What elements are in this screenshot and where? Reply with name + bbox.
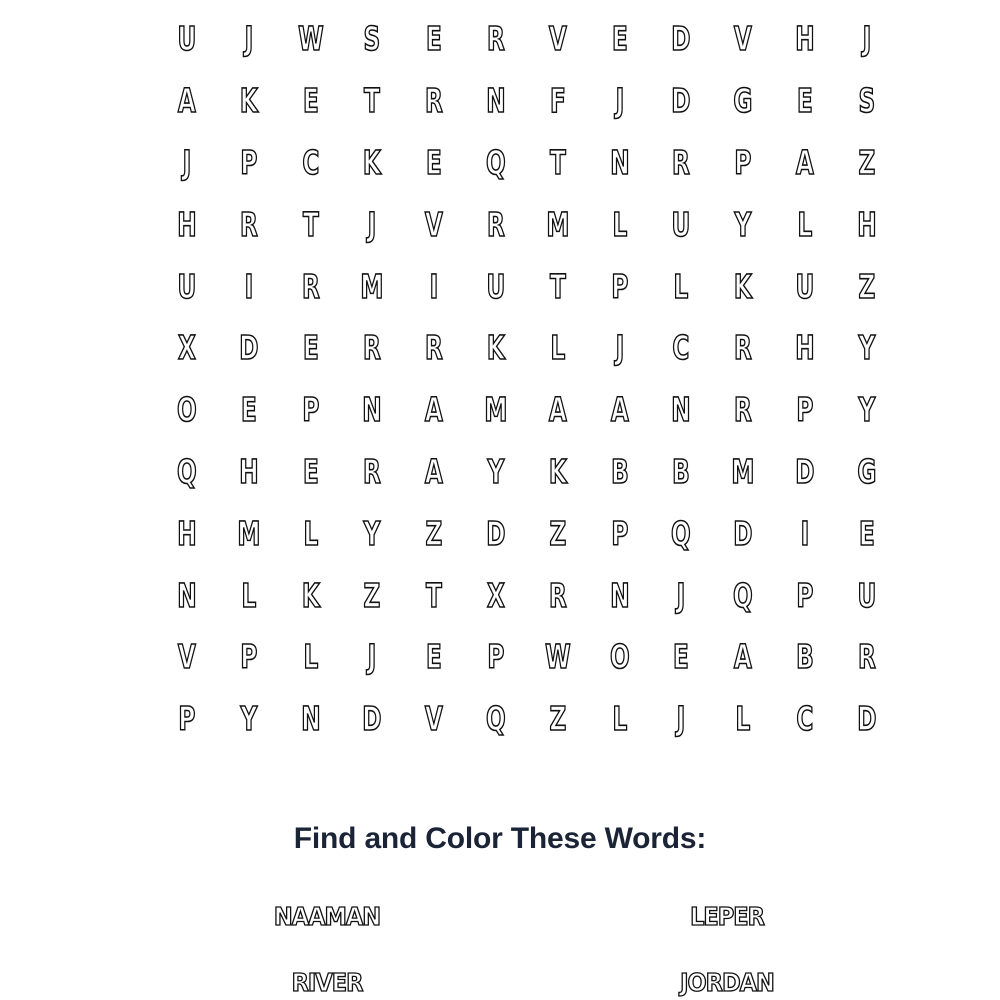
grid-cell[interactable]: Z: [549, 699, 567, 739]
grid-cell[interactable]: E: [611, 19, 628, 59]
grid-cell[interactable]: M: [731, 451, 755, 491]
grid-cell[interactable]: R: [857, 637, 876, 677]
grid-cell[interactable]: S: [363, 19, 381, 59]
word-item: LEPER: [690, 902, 764, 931]
grid-cell[interactable]: D: [733, 513, 753, 553]
grid-cell[interactable]: R: [239, 204, 258, 244]
grid-cell[interactable]: E: [426, 637, 443, 677]
grid-cell[interactable]: B: [672, 451, 691, 491]
grid-cell[interactable]: Y: [240, 699, 258, 739]
grid-cell[interactable]: D: [671, 19, 691, 59]
grid-cell[interactable]: V: [425, 699, 444, 739]
grid-cell[interactable]: R: [486, 19, 505, 59]
grid-cell[interactable]: D: [795, 451, 815, 491]
grid-cell[interactable]: T: [426, 575, 442, 615]
grid-cell[interactable]: H: [239, 451, 259, 491]
grid-cell[interactable]: K: [239, 81, 258, 121]
grid-cell[interactable]: L: [673, 266, 689, 306]
grid-cell[interactable]: R: [734, 390, 752, 430]
grid-cell[interactable]: R: [363, 328, 382, 368]
grid-cell[interactable]: M: [546, 204, 570, 244]
grid-cell[interactable]: E: [673, 637, 690, 677]
grid-cell[interactable]: H: [795, 19, 815, 59]
grid-cell[interactable]: E: [426, 142, 443, 182]
grid-cell[interactable]: Q: [733, 575, 753, 615]
grid-cell[interactable]: V: [734, 19, 753, 59]
grid-cell[interactable]: A: [610, 390, 629, 430]
grid-cell[interactable]: P: [178, 699, 196, 739]
grid-cell[interactable]: S: [858, 81, 876, 121]
grid-cell[interactable]: U: [177, 266, 197, 306]
grid-cell[interactable]: Y: [363, 513, 381, 553]
grid-cell[interactable]: N: [486, 81, 506, 121]
grid-cell[interactable]: M: [237, 513, 261, 553]
grid-cell[interactable]: Y: [487, 451, 505, 491]
grid-cell[interactable]: A: [795, 142, 814, 182]
grid-cell[interactable]: T: [549, 142, 566, 182]
grid-cell[interactable]: J: [615, 328, 624, 368]
grid-cell[interactable]: J: [182, 142, 192, 182]
grid-cell[interactable]: J: [676, 699, 686, 739]
grid-cell[interactable]: Z: [858, 142, 876, 182]
grid-cell[interactable]: U: [486, 266, 506, 306]
grid-cell[interactable]: H: [177, 513, 197, 553]
grid-cell[interactable]: H: [795, 328, 815, 368]
grid-cell[interactable]: O: [177, 390, 197, 430]
grid-cell[interactable]: J: [862, 19, 871, 59]
grid-cell[interactable]: E: [426, 19, 443, 59]
grid-cell[interactable]: R: [548, 575, 567, 615]
grid-cell[interactable]: E: [240, 390, 257, 430]
grid-cell[interactable]: K: [363, 142, 382, 182]
grid-cell[interactable]: J: [367, 204, 377, 244]
grid-cell[interactable]: L: [550, 328, 566, 368]
grid-cell[interactable]: E: [796, 81, 813, 121]
grid-cell[interactable]: U: [857, 575, 877, 615]
grid-cell[interactable]: T: [302, 204, 319, 244]
grid-cell[interactable]: N: [609, 575, 630, 615]
grid-cell[interactable]: J: [676, 575, 686, 615]
grid-cell[interactable]: I: [244, 266, 254, 306]
grid-cell[interactable]: L: [735, 699, 751, 739]
word-list-heading: Find and Color These Words:: [293, 822, 707, 855]
grid-cell[interactable]: K: [301, 575, 320, 615]
grid-cell[interactable]: Z: [425, 513, 443, 553]
grid-cell[interactable]: L: [303, 637, 318, 677]
grid-cell[interactable]: D: [362, 699, 382, 739]
word-list: [0, 896, 1000, 1000]
grid-cell[interactable]: R: [425, 328, 444, 368]
word-item: RIVER: [291, 968, 363, 997]
grid-cell[interactable]: C: [301, 142, 319, 182]
grid-cell[interactable]: J: [615, 81, 624, 121]
grid-cell[interactable]: R: [363, 451, 382, 491]
grid-cell[interactable]: K: [734, 266, 753, 306]
grid-cell[interactable]: M: [484, 390, 508, 430]
grid-cell[interactable]: C: [672, 328, 690, 368]
grid-cell[interactable]: E: [302, 328, 319, 368]
grid-cell[interactable]: I: [800, 513, 810, 553]
grid-cell[interactable]: N: [362, 390, 382, 430]
grid-cell[interactable]: N: [609, 142, 630, 182]
grid-cell[interactable]: Z: [858, 266, 876, 306]
grid-cell[interactable]: O: [609, 637, 630, 677]
grid-cell[interactable]: D: [486, 513, 506, 553]
grid-cell[interactable]: N: [177, 575, 197, 615]
grid-cell[interactable]: A: [425, 390, 444, 430]
grid-cell[interactable]: V: [425, 204, 444, 244]
grid-cell[interactable]: V: [177, 637, 196, 677]
grid-cell[interactable]: P: [610, 266, 628, 306]
grid-cell[interactable]: Y: [858, 328, 876, 368]
grid-cell[interactable]: J: [244, 19, 254, 59]
grid-cell[interactable]: H: [856, 204, 877, 244]
grid-cell[interactable]: Y: [734, 204, 752, 244]
grid-cell[interactable]: L: [303, 513, 318, 553]
grid-cell[interactable]: L: [797, 204, 813, 244]
grid-cell[interactable]: E: [302, 451, 319, 491]
grid-cell[interactable]: C: [796, 699, 814, 739]
grid-cell[interactable]: V: [548, 19, 567, 59]
grid-cell[interactable]: D: [671, 81, 691, 121]
grid-cell[interactable]: K: [486, 328, 505, 368]
word-item: NAAMAN: [273, 902, 381, 931]
grid-cell[interactable]: T: [364, 81, 381, 121]
grid-cell[interactable]: B: [796, 637, 814, 677]
grid-cell[interactable]: P: [796, 390, 814, 430]
grid-cell[interactable]: U: [671, 204, 691, 244]
grid-cell[interactable]: I: [429, 266, 439, 306]
grid-cell[interactable]: N: [671, 390, 691, 430]
grid-cell[interactable]: P: [240, 142, 258, 182]
grid-cell[interactable]: Q: [177, 451, 197, 491]
grid-cell[interactable]: W: [544, 637, 571, 677]
grid-cell[interactable]: P: [610, 513, 628, 553]
grid-cell[interactable]: R: [301, 266, 320, 306]
grid-cell[interactable]: X: [177, 328, 196, 368]
grid-cell[interactable]: P: [302, 390, 319, 430]
grid-cell[interactable]: Z: [549, 513, 567, 553]
grid-cell[interactable]: D: [239, 328, 259, 368]
grid-cell[interactable]: L: [241, 575, 257, 615]
grid-cell[interactable]: U: [177, 19, 197, 59]
grid-cell[interactable]: G: [857, 451, 877, 491]
grid-cell[interactable]: H: [177, 204, 197, 244]
grid-cell[interactable]: N: [300, 699, 321, 739]
grid-cell[interactable]: X: [486, 575, 505, 615]
grid-cell[interactable]: L: [612, 204, 627, 244]
grid-cell[interactable]: M: [360, 266, 384, 306]
grid-cell[interactable]: P: [240, 637, 258, 677]
grid-cell[interactable]: A: [177, 81, 196, 121]
grid-cell[interactable]: A: [734, 637, 753, 677]
grid-cell[interactable]: D: [857, 699, 877, 739]
grid-cell[interactable]: F: [549, 81, 566, 121]
grid-cell[interactable]: P: [487, 637, 505, 677]
grid-cell[interactable]: R: [486, 204, 505, 244]
grid-cell[interactable]: A: [548, 390, 567, 430]
grid-cell[interactable]: Q: [486, 699, 506, 739]
grid-cell[interactable]: R: [672, 142, 691, 182]
grid-cell[interactable]: J: [367, 637, 377, 677]
grid-cell[interactable]: L: [612, 699, 627, 739]
grid-cell[interactable]: T: [549, 266, 566, 306]
grid-cell[interactable]: B: [610, 451, 629, 491]
grid-cell[interactable]: Q: [671, 513, 692, 553]
grid-cell[interactable]: R: [425, 81, 444, 121]
grid-cell[interactable]: Y: [858, 390, 876, 430]
grid-cell[interactable]: R: [734, 328, 752, 368]
grid-cell[interactable]: P: [796, 575, 814, 615]
grid-cell[interactable]: W: [297, 19, 324, 59]
grid-cell[interactable]: P: [734, 142, 752, 182]
letter-grid: [156, 8, 898, 750]
grid-cell[interactable]: K: [548, 451, 567, 491]
grid-cell[interactable]: G: [733, 81, 753, 121]
word-item: JORDAN: [680, 968, 774, 997]
grid-cell[interactable]: E: [858, 513, 875, 553]
grid-cell[interactable]: Z: [363, 575, 381, 615]
grid-cell[interactable]: E: [302, 81, 319, 121]
grid-cell[interactable]: U: [795, 266, 815, 306]
grid-cell[interactable]: A: [425, 451, 444, 491]
grid-cell[interactable]: Q: [486, 142, 506, 182]
